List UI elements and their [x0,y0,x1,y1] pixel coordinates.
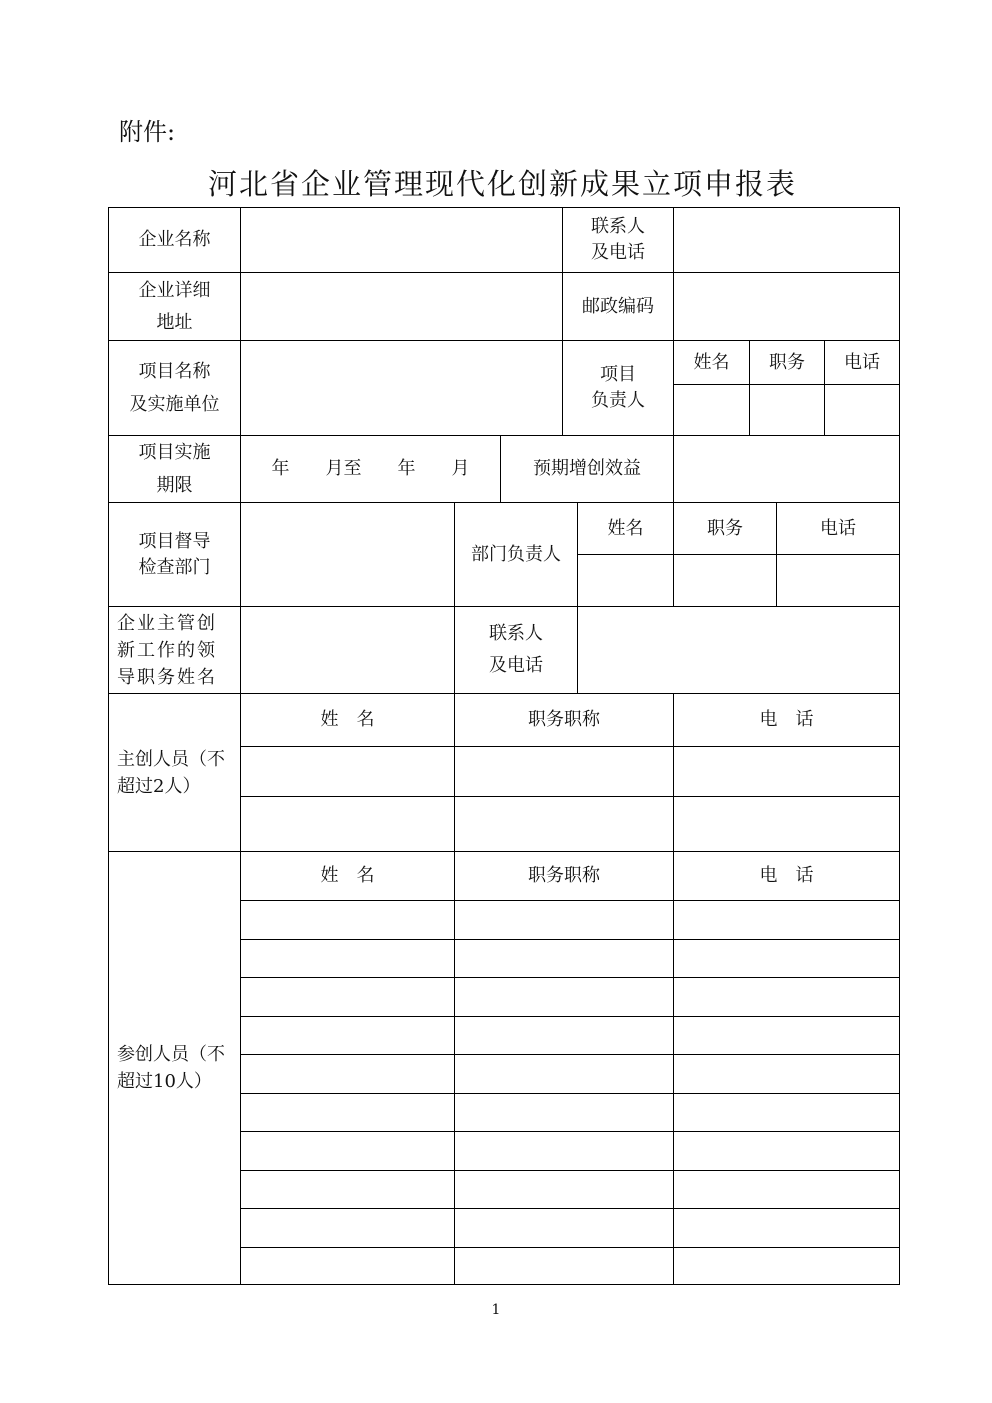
leader-phone-header: 电话 [844,351,880,373]
leader-position-header: 职务 [769,351,805,373]
enterprise-name-label: 企业名称 [138,229,211,250]
participant-name-header: 姓 名 [320,865,375,886]
dept-leader-label: 部门负责人 [471,543,561,565]
main-name-header: 姓 名 [320,709,375,730]
row-line [240,796,900,797]
expected-benefit-label: 预期增创效益 [533,458,641,479]
row-line [240,1131,900,1132]
row-line [240,977,900,978]
row-line [240,1170,900,1171]
col-line [673,435,674,503]
row-line [240,900,900,901]
innovation-leader-label: 企业主管创新工作的领导职务姓名 [117,612,217,688]
row-line [240,939,900,940]
contact-phone-label-2: 联系人 及电话 [489,623,543,676]
dept-position-header: 职务 [707,517,743,539]
leader-name-header: 姓名 [693,351,730,373]
participant-position-header: 职务职称 [528,865,600,886]
row-line [240,1016,900,1017]
participants-label: 参创人员（不超过10人） [117,1044,225,1092]
main-creators-label: 主创人员（不超过2人） [117,748,225,797]
col-line [673,207,674,436]
project-name-label: 项目名称 及实施单位 [129,361,220,415]
table-border-bottom [108,1284,900,1285]
col-line [673,693,674,1285]
row-line [240,746,900,747]
col-line [454,693,455,1285]
row-line [577,554,900,555]
project-leader-label: 项目 负责人 [591,364,645,411]
supervision-dept-label: 项目督导 检查部门 [138,530,211,578]
row-line [240,1093,900,1094]
contact-phone-label: 联系人 及电话 [591,216,645,263]
implementation-period-label: 项目实施 期限 [138,442,211,496]
row-line [240,1054,900,1055]
attachment-label: 附件: [119,118,176,146]
postal-code-label: 邮政编码 [582,295,654,317]
main-position-header: 职务职称 [528,709,600,730]
participant-phone-header: 电 话 [759,865,814,886]
row-line [240,1208,900,1209]
period-value: 年 月至 年 月 [271,458,470,479]
row-line [673,384,900,385]
dept-name-header: 姓名 [607,517,644,539]
dept-phone-header: 电话 [820,517,856,539]
form-title: 河北省企业管理现代化创新成果立项申报表 [208,167,798,201]
page-number: 1 [491,1302,501,1318]
enterprise-address-label: 企业详细 地址 [138,279,211,333]
row-line [240,1247,900,1248]
main-phone-header: 电 话 [759,709,814,730]
